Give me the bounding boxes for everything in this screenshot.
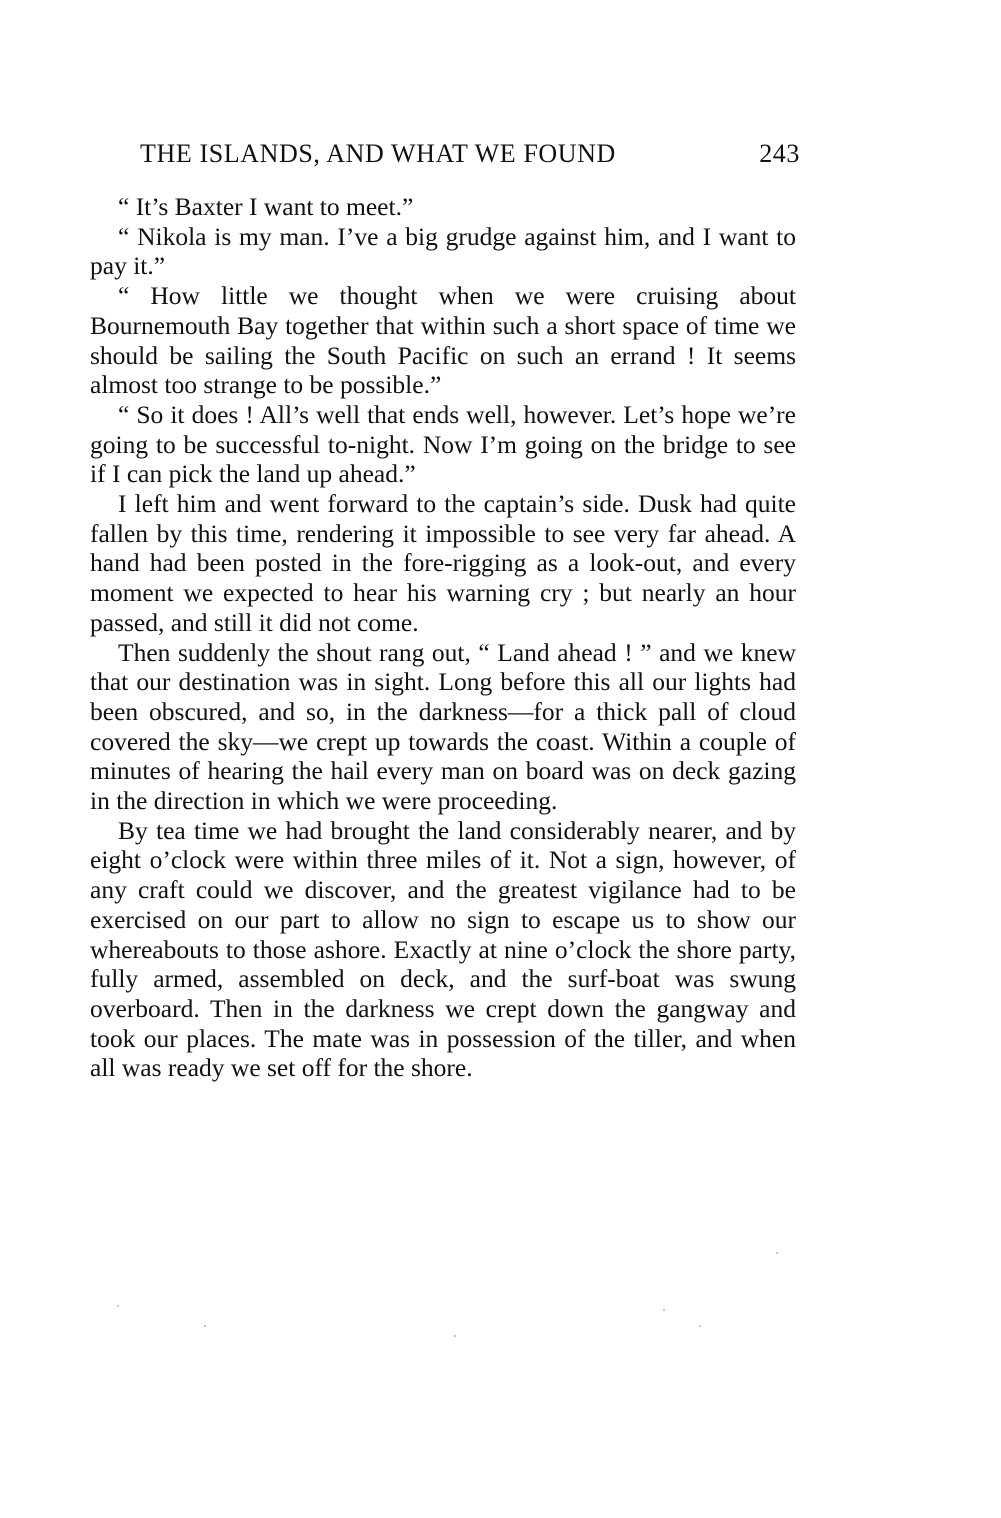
paragraph: Then suddenly the shout rang out, “ Land ahead ! ” and we knew that our destination was in sight. Long before this all our lights had been obscured, and so, in the darkness—for a thick pall of cloud covered the sky—we crept up towards the coast. Within a couple of minutes of hearing the hail every man on board was on deck gazing in the direction in which we were proceeding. xyxy=(90,637,796,816)
speck xyxy=(204,1325,206,1327)
speck xyxy=(454,1335,456,1337)
running-head xyxy=(140,136,800,172)
chapter-title: THE ISLANDS, AND WHAT WE FOUND xyxy=(140,139,616,168)
paragraph: “ So it does ! All’s well that ends well, however. Let’s hope we’re going to be successful to-night. Now I’m going on the bridge to see if I can pick the land up ahead.” xyxy=(90,399,796,489)
speck xyxy=(776,1252,778,1254)
paragraph: “ Nikola is my man. I’ve a big grudge against him, and I want to pay it.” xyxy=(90,221,796,281)
speck xyxy=(663,1309,665,1311)
paragraph: “ How little we thought when we were cruising about Bournemouth Bay together that within such a short space of time we should be sailing the South Pacific on such an errand ! It seems almost too strange to be possible.” xyxy=(90,281,796,400)
speck xyxy=(699,1325,701,1327)
speck xyxy=(117,1305,119,1307)
paragraph: I left him and went forward to the captain’s side. Dusk had quite fallen by this time, rendering it impossible to see very far ahead. A hand had been posted in the fore-rigging as a look-out, and every moment we expected to hear his warning cry ; but nearly an hour passed, and still it did not come. xyxy=(90,489,796,637)
paragraph: By tea time we had brought the land considerably nearer, and by eight o’clock were within three miles of it. Not a sign, however, of any craft could we discover, and the greatest vigilance had to be exercised on our part to allow no sign to escape us to show our whereabouts to those ashore. Exactly at nine o’clock the shore party, fully armed, assembled on deck, and the surf-boat was swung overboard. Then in the darkness we crept down the gangway and took our places. The mate was in possession of the tiller, and when all was ready we set off for the shore. xyxy=(90,815,796,1083)
paragraph: “ It’s Baxter I want to meet.” xyxy=(118,192,414,221)
body-text xyxy=(90,192,796,1083)
page-number: 243 xyxy=(759,139,800,168)
